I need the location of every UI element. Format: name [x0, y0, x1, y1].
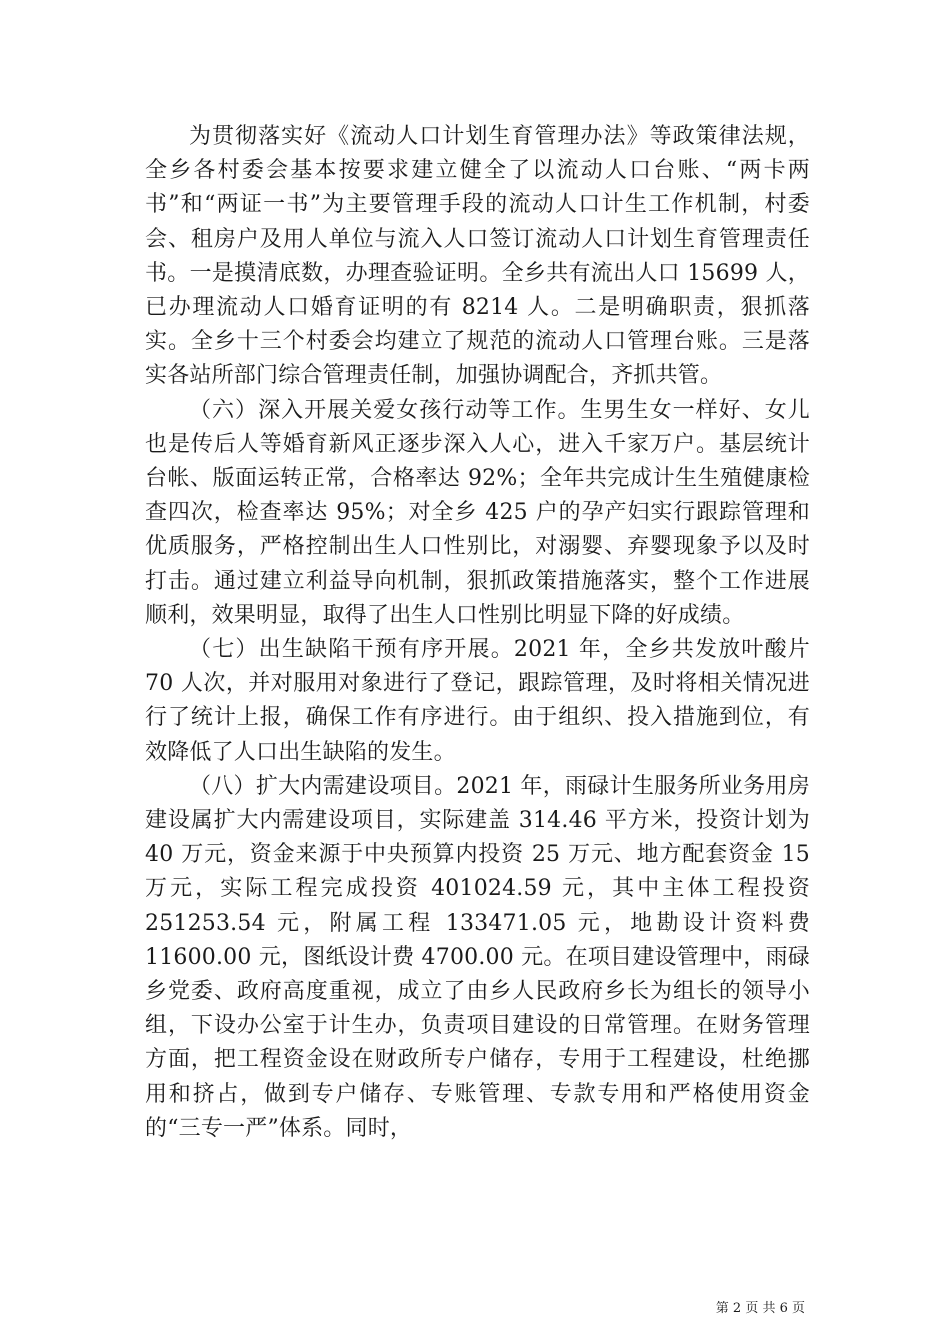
- paragraph-section-eight: （八）扩大内需建设项目。2021 年，雨碌计生服务所业务用房建设属扩大内需建设项目，实际建盖 314.46 平方米，投资计划为 40 万元，资金来源于中央预算内投资 25 万元、地方配套资金 15 万元，实际工程完成投资 401024.59 元，其中主体工程投资 251253.54 元，附属工程 133471.05 元，地勘设计资料费 11600.00 元，图纸设计费 4700.00 元。在项目建设管理中，雨碌乡党委、政府高度重视，成立了由乡人民政府乡长为组长的领导小组，下设办公室于计生办，负责项目建设的日常管理。在财务管理方面，把工程资金设在财政所专户储存，专用于工程建设，杜绝挪用和挤占，做到专户储存、专账管理、专款专用和严格使用资金的“三专一严”体系。同时，: [145, 773, 810, 1141]
- document-body: [145, 120, 810, 1146]
- paragraph-section-seven: （七）出生缺陷干预有序开展。2021 年，全乡共发放叶酸片 70 人次，并对服用对象进行了登记，跟踪管理，及时将相关情况进行了统计上报，确保工作有序进行。由于组织、投入措施到位，有效降低了人口出生缺陷的发生。: [145, 637, 810, 765]
- paragraph-section-six: （六）深入开展关爱女孩行动等工作。生男生女一样好、女儿也是传后人等婚育新风正逐步深入人心，进入千家万户。基层统计台帐、版面运转正常，合格率达 92%；全年共完成计生生殖健康检查四次，检查率达 95%；对全乡 425 户的孕产妇实行跟踪管理和优质服务，严格控制出生人口性别比，对溺婴、弃婴现象予以及时打击。通过建立利益导向机制，狠抓政策措施落实，整个工作进展顺利，效果明显，取得了出生人口性别比明显下降的好成绩。: [145, 397, 810, 628]
- paragraph-floating-population: 为贯彻落实好《流动人口计划生育管理办法》等政策律法规，全乡各村委会基本按要求建立健全了以流动人口台账、“两卡两书”和“两证一书”为主要管理手段的流动人口计生工作机制，村委会、租房户及用人单位与流入人口签订流动人口计划生育管理责任书。一是摸清底数，办理查验证明。全乡共有流出人口 15699 人，已办理流动人口婚育证明的有 8214 人。二是明确职责，狠抓落实。全乡十三个村委会均建立了规范的流动人口管理台账。三是落实各站所部门综合管理责任制，加强协调配合，齐抓共管。: [145, 124, 810, 389]
- page-indicator: 第 2 页 共 6 页: [715, 1301, 805, 1316]
